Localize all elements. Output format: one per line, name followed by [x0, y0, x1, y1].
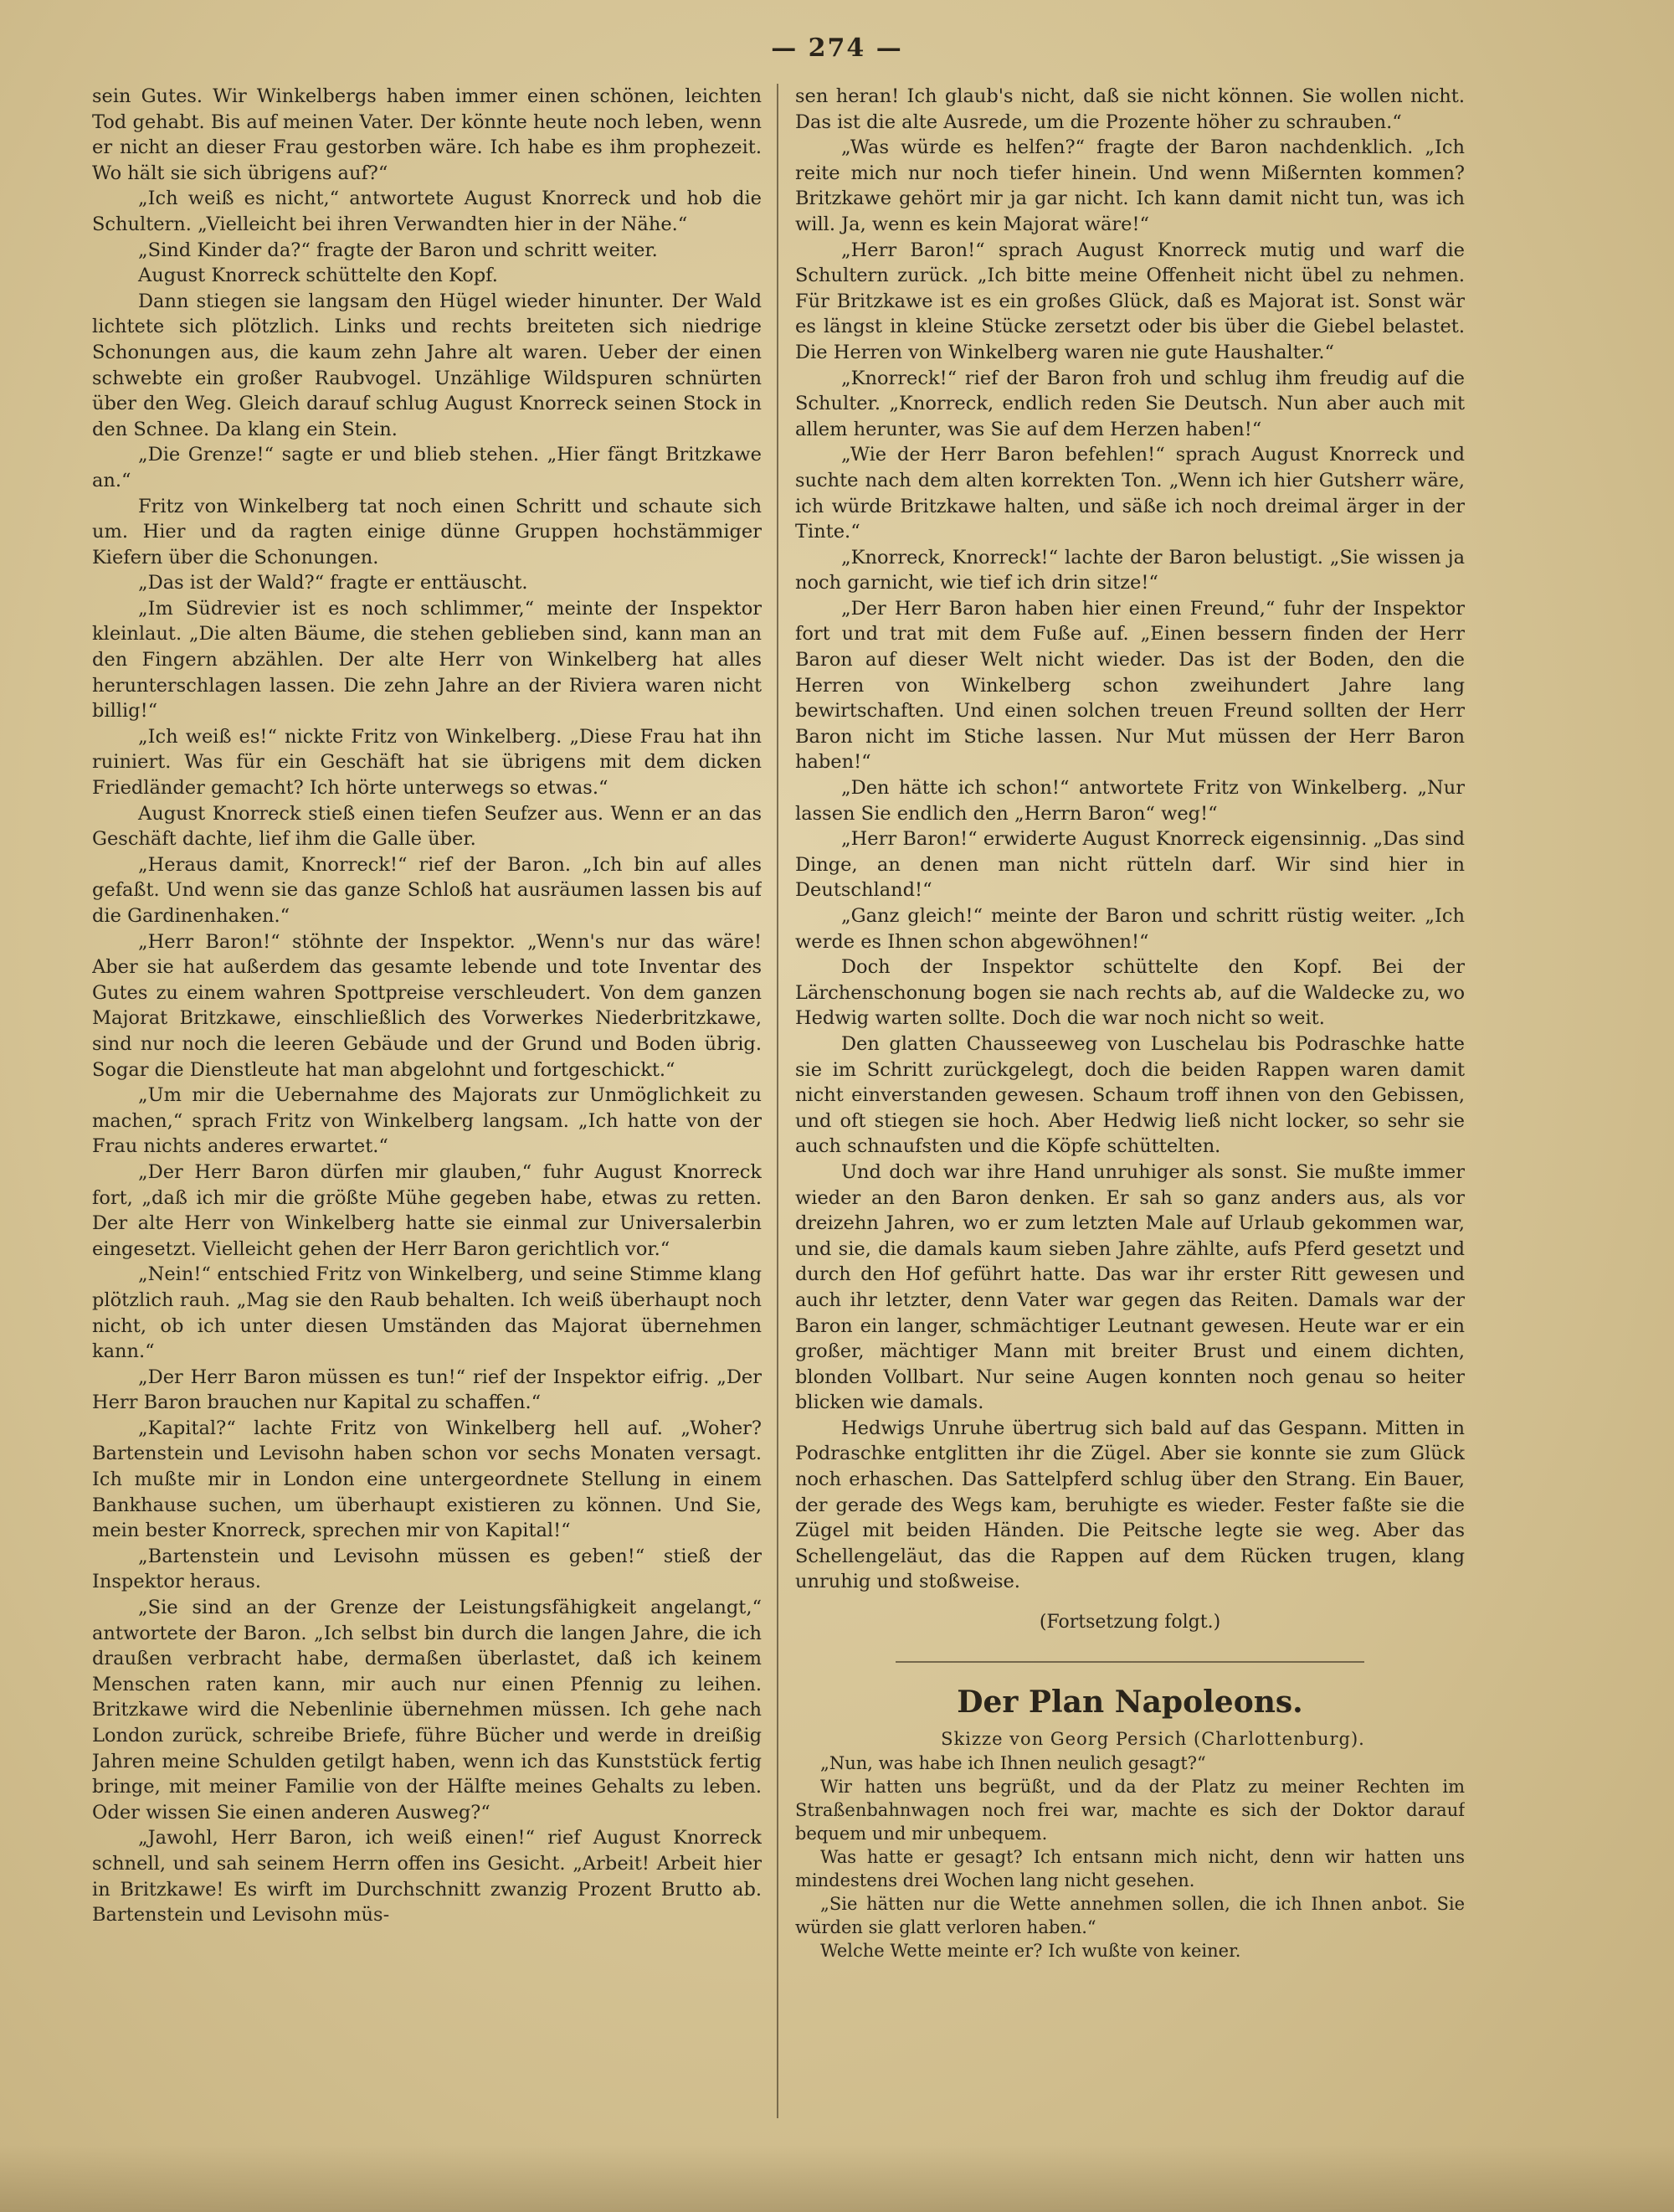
paragraph: „Um mir die Uebernahme des Majorats zur Unmöglichkeit zu machen,“ sprach Fritz von Winkelberg langsam. „Ich hatte von der Frau nichts anderes erwartet.“	[92, 1084, 762, 1158]
article-paragraph: „Sie hätten nur die Wette annehmen sollen, die ich Ihnen anbot. Sie würden sie glatt verloren haben.“	[795, 1894, 1465, 1938]
paragraph: „Ich weiß es nicht,“ antwortete August Knorreck und hob die Schultern. „Vielleicht bei ihren Verwandten hier in der Nähe.“	[92, 188, 762, 235]
paragraph: „Herr Baron!“ stöhnte der Inspektor. „Wenn's nur das wäre! Aber sie hat außerdem das gesamte lebende und tote Inventar des Gutes zu einem wahren Spottpreise verschleudert. Von dem ganzen Majorat Britzkawe, einschließlich des Vorwerkes Niederbritzkawe, sind nur noch die leeren Gebäude und der Grund und Boden übrig. Sogar die Dienstleute hat man abgelohnt und fortgeschickt.“	[92, 930, 762, 1081]
novel-continuation	[795, 84, 1465, 1595]
paragraph: „Jawohl, Herr Baron, ich weiß einen!“ rief August Knorreck schnell, und sah seinem Herrn offen ins Gesicht. „Arbeit! Arbeit hier in Britzkawe! Es wirft im Durchschnitt zwanzig Prozent Brutto ab. Bartenstein und Levisohn müs-	[92, 1827, 762, 1926]
paragraph: Hedwigs Unruhe übertrug sich bald auf das Gespann. Mitten in Podraschke entglitten ihr die Zügel. Aber sie konnte sie zum Glück noch erhaschen. Das Sattelpferd schlug über den Strang. Ein Bauer, der gerade des Wegs kam, beruhigte es wieder. Fester faßte sie die Zügel mit beiden Händen. Die Peitsche legte sie weg. Aber das Schellengeläut, das die Rappen auf dem Rücken trugen, klang unruhig und stoßweise.	[795, 1417, 1465, 1593]
paragraph: „Was würde es helfen?“ fragte der Baron nachdenklich. „Ich reite mich nur noch tiefer hinein. Und wenn Mißernten kommen? Britzkawe gehört mir ja gar nicht. Ich kann damit nicht tun, was ich will. Ja, wenn es kein Majorat wäre!“	[795, 136, 1465, 235]
article-paragraph: „Nun, was habe ich Ihnen neulich gesagt?“	[820, 1753, 1206, 1774]
page-edge-shadow	[0, 2145, 1674, 2212]
page-number: — 274 —	[771, 33, 903, 63]
paragraph: August Knorreck schüttelte den Kopf.	[138, 265, 498, 287]
article-body	[795, 1752, 1465, 1963]
paragraph: „Im Südrevier ist es noch schlimmer,“ meinte der Inspektor kleinlaut. „Die alten Bäume, die stehen geblieben sind, kann man an den Fingern abzählen. Der alte Herr von Winkelberg hat alles herunterschlagen lassen. Die zehn Jahre an der Riviera waren nicht billig!“	[92, 597, 762, 723]
paragraph: „Bartenstein und Levisohn müssen es geben!“ stieß der Inspektor heraus.	[92, 1545, 762, 1593]
paragraph: „Der Herr Baron haben hier einen Freund,“ fuhr der Inspektor fort und trat mit dem Fuße auf. „Einen bessern finden der Herr Baron auf dieser Welt nicht wieder. Das ist der Boden, den die Herren von Winkelberg schon zweihundert Jahre lang bewirtschaften. Und einen solchen treuen Freund sollten der Herr Baron nicht im Stiche lassen. Nur Mut müssen der Herr Baron haben!“	[795, 597, 1465, 774]
article-paragraph: Was hatte er gesagt? Ich entsann mich nicht, denn wir hatten uns mindestens drei Wochen lang nicht gesehen.	[795, 1847, 1465, 1891]
right-column	[795, 84, 1465, 2118]
article-separator	[896, 1661, 1364, 1663]
paragraph: Doch der Inspektor schüttelte den Kopf. Bei der Lärchenschonung bogen sie nach rechts ab, auf die Waldecke zu, wo Hedwig warten sollte. Doch die war noch nicht so weit.	[795, 956, 1465, 1030]
paragraph: „Ich weiß es!“ nickte Fritz von Winkelberg. „Diese Frau hat ihn ruiniert. Was für ein Geschäft hat sie übrigens mit dem dicken Friedländer gemacht? Ich hörte unterwegs so etwas.“	[92, 725, 762, 800]
paragraph: „Sie sind an der Grenze der Leistungsfähigkeit angelangt,“ antwortete der Baron. „Ich selbst bin durch die langen Jahre, die ich draußen verbracht habe, dermaßen überlastet, daß ich keinem Menschen raten kann, mir auch nur einen Pfennig zu leihen. Britzkawe wird die Nebenlinie übernehmen müssen. Ich gehe nach London zurück, schreibe Briefe, führe Bücher und werde in dreißig Jahren meine Schulden getilgt haben, wenn ich das Kunststück fertig bringe, mit meiner Familie von der Hälfte meines Gehalts zu leben. Oder wissen Sie einen anderen Ausweg?“	[92, 1597, 762, 1824]
paragraph: „Wie der Herr Baron befehlen!“ sprach August Knorreck und suchte nach dem alten korrekten Ton. „Wenn ich hier Gutsherr wäre, ich würde Britzkawe halten, und säße ich noch dreimal ärger in der Tinte.“	[795, 444, 1465, 543]
paragraph: „Die Grenze!“ sagte er und blieb stehen. „Hier fängt Britzkawe an.“	[92, 444, 762, 491]
paragraph: Dann stiegen sie langsam den Hügel wieder hinunter. Der Wald lichtete sich plötzlich. Links und rechts breiteten sich niedrige Schonungen aus, die kaum zehn Jahre alt waren. Ueber der einen schwebte ein großer Raubvogel. Unzählige Wildspuren schnürten über den Weg. Gleich darauf schlug August Knorreck seinen Stock in den Schnee. Da klang ein Stein.	[92, 290, 762, 440]
paragraph: „Den hätte ich schon!“ antwortete Fritz von Winkelberg. „Nur lassen Sie endlich den „Herrn Baron“ weg!“	[795, 777, 1465, 825]
article-paragraph: Wir hatten uns begrüßt, und da der Platz zu meiner Rechten im Straßenbahnwagen noch frei war, machte es sich der Doktor darauf bequem und mir unbequem.	[795, 1777, 1465, 1844]
paragraph: Fritz von Winkelberg tat noch einen Schritt und schaute sich um. Hier und da ragten einige dünne Gruppen hochstämmiger Kiefern über die Schonungen.	[92, 495, 762, 568]
paragraph: „Herr Baron!“ sprach August Knorreck mutig und warf die Schultern zurück. „Ich bitte meine Offenheit nicht übel zu nehmen. Für Britzkawe ist es ein großes Glück, daß es Majorat ist. Sonst wär es längst in kleine Stücke zersetzt oder bis über die Giebel belastet. Die Herren von Winkelberg waren nie gute Haushalter.“	[795, 239, 1465, 363]
paragraph: „Heraus damit, Knorreck!“ rief der Baron. „Ich bin auf alles gefaßt. Und wenn sie das ganze Schloß hat ausräumen lassen bis auf die Gardinenhaken.“	[92, 853, 762, 927]
paragraph: sein Gutes. Wir Winkelbergs haben immer einen schönen, leichten Tod gehabt. Bis auf meinen Vater. Der könnte heute noch leben, wenn er nicht an dieser Frau gestorben wäre. Ich habe es ihm prophezeit. Wo hält sie sich übrigens auf?“	[92, 85, 762, 184]
paragraph: Und doch war ihre Hand unruhiger als sonst. Sie mußte immer wieder an den Baron denken. Er sah so ganz anders aus, als vor dreizehn Jahren, wo er zum letzten Male auf Urlaub gekommen war, und sie, die damals kaum sieben Jahre zählte, aufs Pferd gesetzt und durch den Hof geführt hatte. Das war ihr erster Ritt gewesen und auch ihr letzter, denn Vater war gegen das Reiten. Damals war der Baron ein langer, schmächtiger Leutnant gewesen. Heute war er ein großer, mächtiger Mann mit breiter Brust und einem dichten, blonden Vollbart. Nur seine Augen konnten noch genau so heiter blicken wie damals.	[795, 1160, 1465, 1414]
column-divider	[777, 84, 778, 2118]
paragraph: „Knorreck!“ rief der Baron froh und schlug ihm freudig auf die Schulter. „Knorreck, endlich reden Sie Deutsch. Nun aber auch mit allem herunter, was Sie auf dem Herzen haben!“	[795, 367, 1465, 440]
article-title: Der Plan Napoleons.	[957, 1684, 1303, 1720]
paragraph: „Sind Kinder da?“ fragte der Baron und schritt weiter.	[138, 239, 658, 261]
article-byline: Skizze von Georg Persich (Charlottenburg).	[941, 1728, 1365, 1749]
paragraph: sen heran! Ich glaub's nicht, daß sie nicht können. Sie wollen nicht. Das ist die alte Ausrede, um die Prozente höher zu schrauben.“	[795, 85, 1465, 133]
paragraph: August Knorreck stieß einen tiefen Seufzer aus. Wenn er an das Geschäft dachte, lief ihm die Galle über.	[92, 802, 762, 851]
paragraph: „Herr Baron!“ erwiderte August Knorreck eigensinnig. „Das sind Dinge, an denen man nicht rütteln darf. Wir sind hier in Deutschland!“	[795, 828, 1465, 902]
paragraph: „Der Herr Baron müssen es tun!“ rief der Inspektor eifrig. „Der Herr Baron brauchen nur Kapital zu schaffen.“	[92, 1366, 762, 1414]
left-column	[92, 84, 762, 2118]
paragraph: Den glatten Chausseeweg von Luschelau bis Podraschke hatte sie im Schritt zurückgelegt, doch die beiden Rappen waren damit nicht einverstanden gewesen. Schaum troff ihnen von den Gebissen, und oft stiegen sie hoch. Aber Hedwig ließ nicht locker, so sehr sie auch schnaufsten und die Köpfe schüttelten.	[795, 1032, 1465, 1158]
continued-note: (Fortsetzung folgt.)	[1039, 1612, 1221, 1633]
paragraph: „Das ist der Wald?“ fragte er enttäuscht.	[138, 572, 528, 594]
paragraph: „Ganz gleich!“ meinte der Baron und schritt rüstig weiter. „Ich werde es Ihnen schon abgewöhnen!“	[795, 905, 1465, 953]
paragraph: „Nein!“ entschied Fritz von Winkelberg, und seine Stimme klang plötzlich rauh. „Mag sie den Raub behalten. Ich weiß überhaupt noch nicht, ob ich unter diesen Umständen das Majorat übernehmen kann.“	[92, 1263, 762, 1363]
article-paragraph: Welche Wette meinte er? Ich wußte von keiner.	[820, 1941, 1241, 1962]
paragraph: „Kapital?“ lachte Fritz von Winkelberg hell auf. „Woher? Bartenstein und Levisohn haben schon vor sechs Monaten versagt. Ich mußte mir in London eine untergeordnete Stellung in einem Bankhause suchen, um überhaupt existieren zu können. Und Sie, mein bester Knorreck, sprechen mir von Kapital!“	[92, 1417, 762, 1542]
paragraph: „Knorreck, Knorreck!“ lachte der Baron belustigt. „Sie wissen ja noch garnicht, wie tief ich drin sitze!“	[795, 546, 1465, 594]
paragraph: „Der Herr Baron dürfen mir glauben,“ fuhr August Knorreck fort, „daß ich mir die größte Mühe gegeben habe, etwas zu retten. Der alte Herr von Winkelberg hatte sie einmal zur Universalerbin eingesetzt. Vielleicht gehen der Herr Baron gerichtlich vor.“	[92, 1160, 762, 1260]
